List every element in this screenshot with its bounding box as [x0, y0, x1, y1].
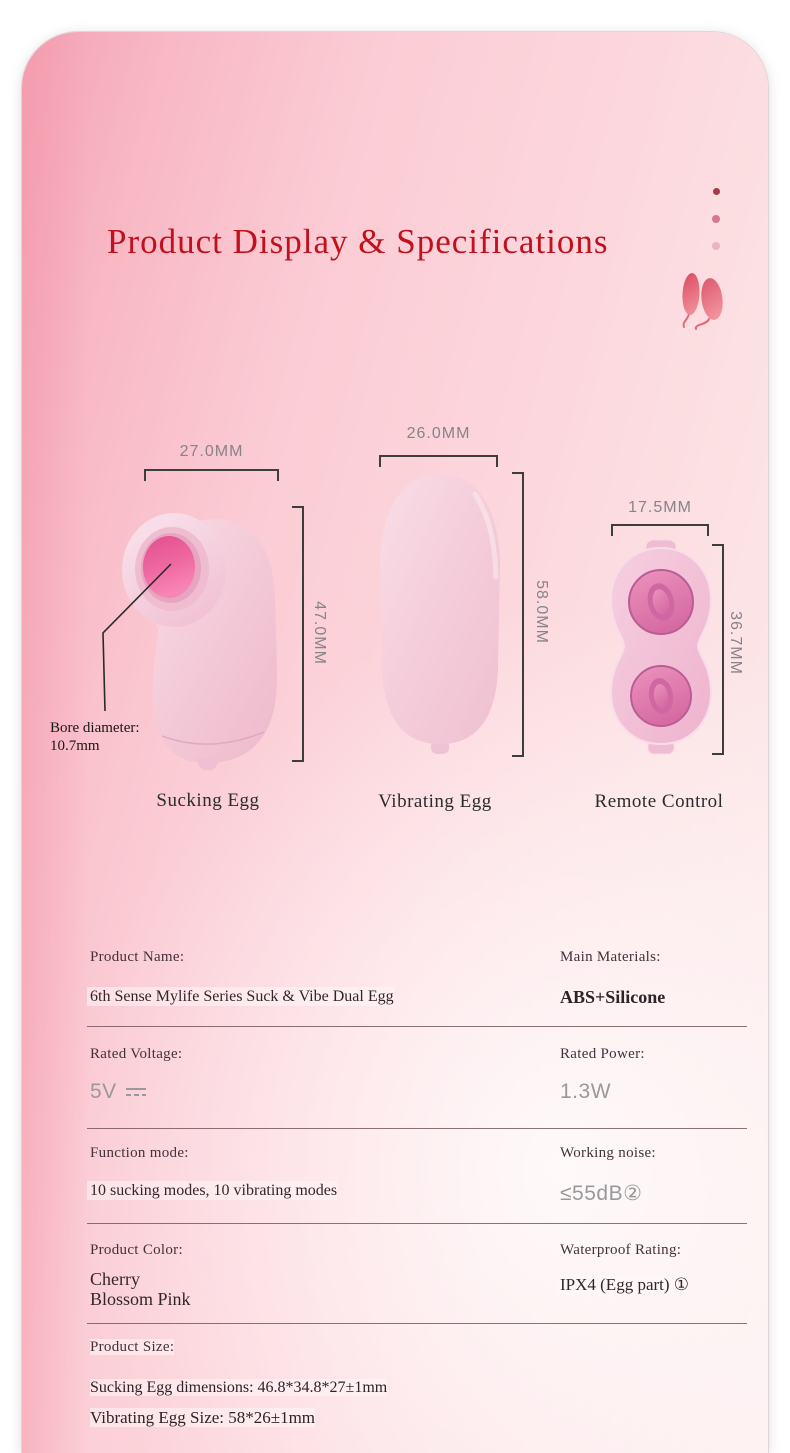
- spec-value-noise: ≤55dB②: [560, 1182, 643, 1205]
- spec-value-materials: ABS+Silicone: [560, 987, 666, 1007]
- dim-width-sucking-egg: 27.0MM: [179, 443, 244, 460]
- spec-cell: [557, 1243, 747, 1323]
- dim-height-vibrating-egg: 58.0MM: [533, 580, 550, 644]
- spec-cell: [557, 1047, 747, 1128]
- spec-label: Rated Power:: [560, 1046, 645, 1062]
- remote-control-image: [608, 538, 714, 756]
- spec-value-size-line1: Sucking Egg dimensions: 46.8*34.8*27±1mm: [90, 1379, 388, 1396]
- dim-bracket-icon: [144, 469, 279, 481]
- spec-label: Rated Voltage:: [90, 1046, 183, 1062]
- spec-cell: [87, 1047, 557, 1128]
- spec-value-size-line2: Vibrating Egg Size: 58*26±1mm: [90, 1408, 316, 1427]
- spec-label: Function mode:: [90, 1145, 189, 1161]
- spec-cell: [87, 950, 557, 1026]
- figure-label-remote-control: Remote Control: [594, 791, 724, 812]
- spec-table: [87, 932, 747, 1453]
- dim-bracket-icon: [292, 506, 304, 762]
- spec-row-mode-noise: [87, 1129, 747, 1224]
- spec-row-product-name: [87, 932, 747, 1027]
- figure-label-sucking-egg: Sucking Egg: [156, 790, 260, 811]
- spec-value-color-line2: Blossom Pink: [90, 1289, 191, 1309]
- dim-width-vibrating-egg: 26.0MM: [406, 425, 471, 442]
- spec-value-voltage: 5V: [87, 1080, 146, 1104]
- dim-width-remote: 17.5MM: [628, 499, 692, 516]
- spec-card: [22, 32, 768, 1453]
- spec-row-color-waterproof: [87, 1224, 747, 1324]
- dim-height-remote: 36.7MM: [727, 611, 744, 675]
- spec-cell: [87, 1243, 557, 1323]
- dim-bracket-icon: [379, 455, 498, 467]
- decor-dot-icon: [713, 188, 720, 195]
- spec-label: Product Color:: [90, 1242, 183, 1258]
- brand-dual-eggs-icon: [674, 268, 744, 332]
- spec-label: Waterproof Rating:: [560, 1242, 682, 1258]
- spec-cell: [557, 1146, 747, 1223]
- spec-row-voltage-power: [87, 1027, 747, 1129]
- page-title: Product Display & Specifications: [107, 222, 609, 261]
- bore-note-line2: 10.7mm: [50, 738, 100, 754]
- spec-row-size: [87, 1324, 747, 1453]
- decor-dot-icon: [712, 242, 720, 250]
- spec-cell: [87, 1146, 557, 1223]
- spec-label: Main Materials:: [560, 949, 661, 965]
- spec-label: Working noise:: [560, 1145, 656, 1161]
- spec-label: Product Name:: [90, 949, 185, 965]
- dc-current-icon: [126, 1088, 146, 1096]
- spec-cell: [557, 950, 747, 1026]
- spec-value-function-mode: 10 sucking modes, 10 vibrating modes: [87, 1181, 337, 1200]
- spec-label: Product Size:: [90, 1339, 175, 1355]
- bore-note-line1: Bore diameter:: [50, 720, 140, 736]
- spec-value-product-name: 6th Sense Mylife Series Suck & Vibe Dual Egg: [87, 987, 394, 1006]
- dim-bracket-icon: [611, 524, 709, 536]
- spec-value-color-line1: Cherry: [90, 1269, 140, 1289]
- spec-value-waterproof: IPX4 (Egg part) ①: [557, 1275, 689, 1295]
- figure-label-vibrating-egg: Vibrating Egg: [378, 791, 492, 812]
- decor-dot-icon: [712, 215, 720, 223]
- spec-value-power: 1.3W: [560, 1080, 612, 1103]
- dim-height-sucking-egg: 47.0MM: [311, 601, 328, 665]
- bore-pointer-line-icon: [92, 557, 182, 717]
- dim-bracket-icon: [512, 472, 524, 757]
- vibrating-egg-image: [377, 472, 503, 756]
- spec-cell: [87, 1340, 747, 1453]
